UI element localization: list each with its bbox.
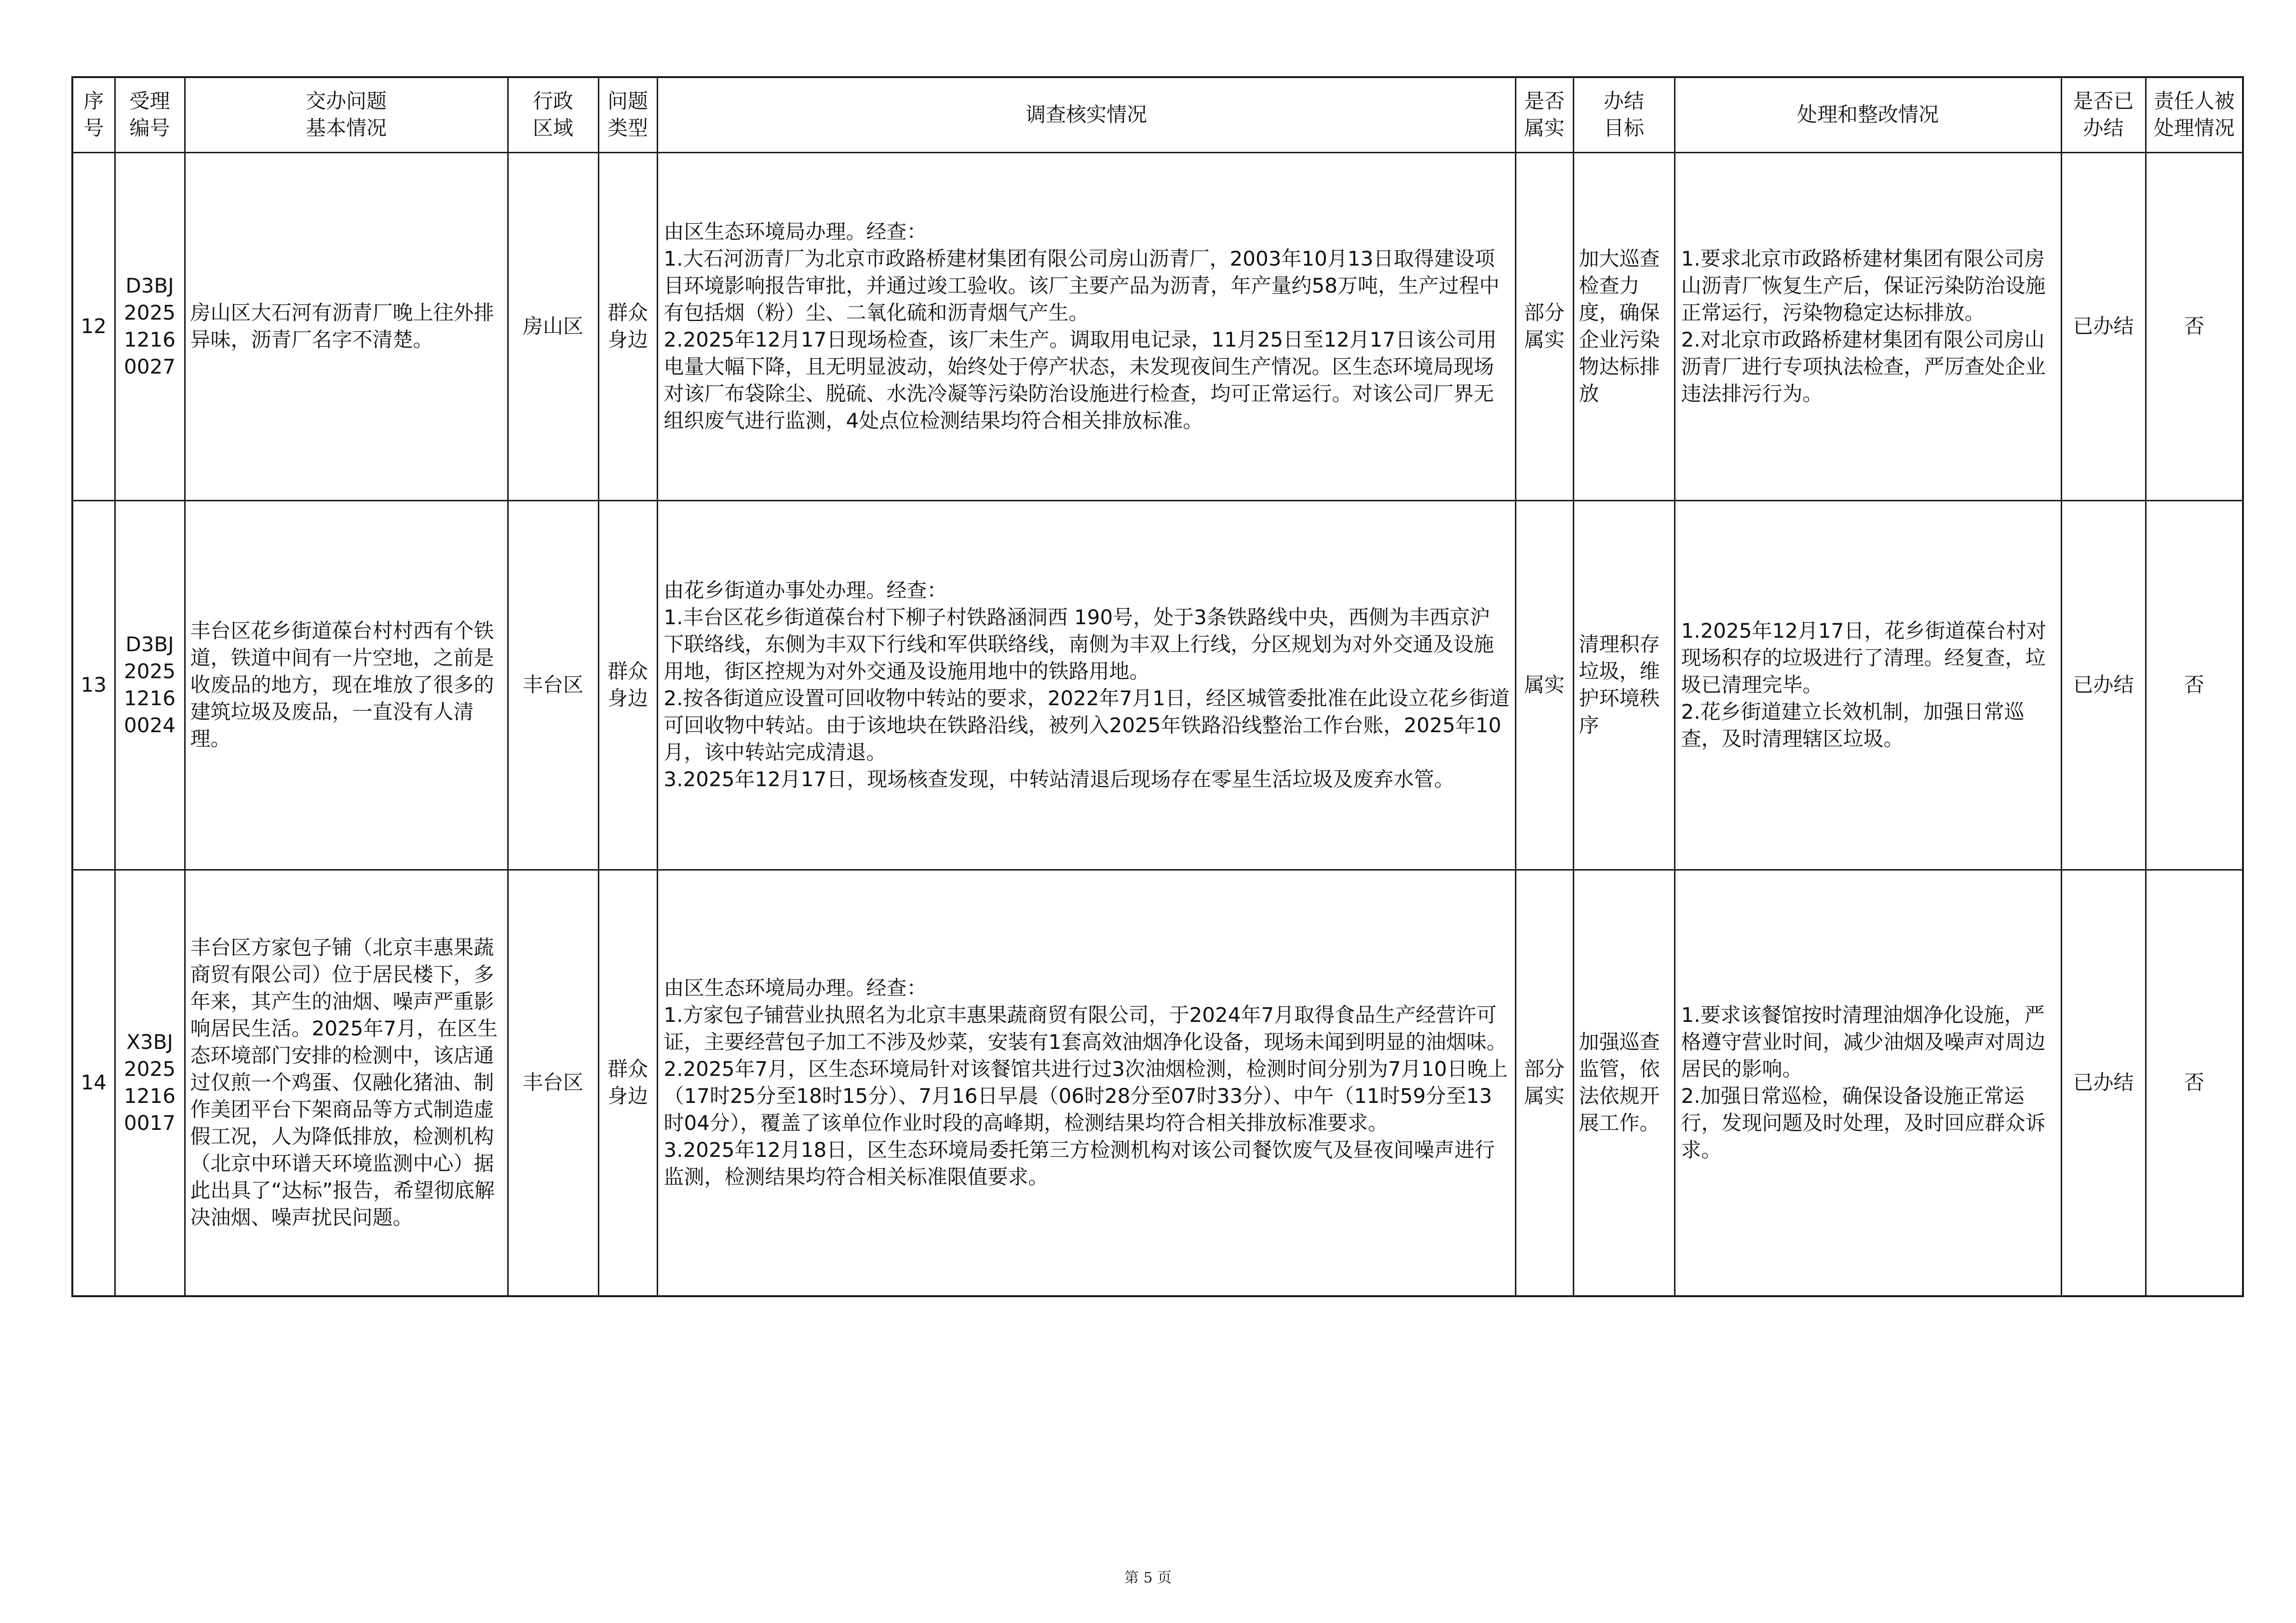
cell-investigation [657, 152, 1515, 500]
cell-verified: 部分属实 [1515, 152, 1573, 500]
cell-issue: 房山区大石河有沥青厂晚上往外排异味，沥青厂名字不清楚。 [185, 152, 508, 500]
case-table [71, 76, 2244, 1297]
cell-type: 群众身边 [598, 152, 657, 500]
cell-accountability: 否 [2146, 500, 2243, 870]
cell-verified: 部分属实 [1515, 870, 1573, 1296]
header-accountability: 责任人被 处理情况 [2146, 77, 2243, 152]
header-type: 问题 类型 [598, 77, 657, 152]
handling-paragraph: 1.2025年12月17日，花乡街道葆台村对现场积存的垃圾进行了清理。经复查，垃圾已清理完毕。 [1681, 619, 2047, 697]
handling-paragraph: 1.要求北京市政路桥建材集团有限公司房山沥青厂恢复生产后，保证污染防治设施正常运行，污染物稳定达标排放。 [1681, 247, 2046, 324]
cell-goal: 清理积存垃圾，维护环境秩序 [1573, 500, 1675, 870]
cell-district: 丰台区 [508, 500, 598, 870]
cell-issue: 丰台区花乡街道葆台村村西有个铁道，铁道中间有一片空地，之前是收废品的地方，现在堆放了很多的建筑垃圾及废品，一直没有人清理。 [185, 500, 508, 870]
investigation-paragraph: 2.2025年12月17日现场检查，该厂未生产。调取用电记录，11月25日至12月17日该公司用电量大幅下降，且无明显波动，始终处于停产状态，未发现夜间生产情况。区生态环境局现场对该厂布袋除尘、脱硫、水洗冷凝等污染防治设施进行检查，均可正常运行。对该公司厂界无组织废气进行监测，4处点位检测结果均符合相关排放标准。 [663, 328, 1497, 432]
cell-verified: 属实 [1515, 500, 1573, 870]
investigation-paragraph: 1.方家包子铺营业执照名为北京丰惠果蔬商贸有限公司，于2024年7月取得食品生产经营许可证，主要经营包子加工不涉及炒菜，安装有1套高效油烟净化设备，现场未闻到明显的油烟味。 [663, 1003, 1507, 1054]
header-closed: 是否已 办结 [2061, 77, 2146, 152]
cell-handling [1675, 870, 2061, 1296]
cell-goal: 加强巡查监管，依法依规开展工作。 [1573, 870, 1675, 1296]
cell-closed: 已办结 [2061, 152, 2146, 500]
investigation-paragraph: 由花乡街道办事处办理。经查： [663, 578, 947, 602]
cell-handling [1675, 152, 2061, 500]
header-case-id: 受理 编号 [115, 77, 185, 152]
header-investigation: 调查核实情况 [657, 77, 1515, 152]
cell-closed: 已办结 [2061, 870, 2146, 1296]
investigation-paragraph: 由区生态环境局办理。经查： [663, 220, 927, 243]
header-goal: 办结 目标 [1573, 77, 1675, 152]
cell-type: 群众身边 [598, 870, 657, 1296]
header-handling: 处理和整改情况 [1675, 77, 2061, 152]
header-seq: 序 号 [72, 77, 115, 152]
cell-case-id: X3BJ202512160017 [115, 870, 185, 1296]
cell-accountability: 否 [2146, 152, 2243, 500]
handling-paragraph: 2.加强日常巡检，确保设备设施正常运行，发现问题及时处理，及时回应群众诉求。 [1681, 1084, 2046, 1162]
page-number: 第 5 页 [1124, 1569, 1172, 1586]
cell-investigation [657, 500, 1515, 870]
investigation-paragraph: 1.大石河沥青厂为北京市政路桥建材集团有限公司房山沥青厂，2003年10月13日取得建设项目环境影响报告审批，并通过竣工验收。该厂主要产品为沥青，年产量约58万吨，生产过程中有包括烟（粉）尘、二氧化硫和沥青烟气产生。 [663, 247, 1499, 324]
handling-paragraph: 2.花乡街道建立长效机制，加强日常巡查，及时清理辖区垃圾。 [1681, 700, 2025, 751]
cell-goal: 加大巡查检查力度，确保企业污染物达标排放 [1573, 152, 1675, 500]
table-row [72, 500, 2243, 870]
investigation-paragraph: 1.丰台区花乡街道葆台村下柳子村铁路涵洞西 190号，处于3条铁路线中央，西侧为丰西京沪下联络线，东侧为丰双下行线和军供联络线，南侧为丰双上行线，分区规划为对外交通及设施用地，街区控规为对外交通及设施用地中的铁路用地。 [663, 605, 1494, 683]
table-row [72, 152, 2243, 500]
cell-investigation [657, 870, 1515, 1296]
cell-handling [1675, 500, 2061, 870]
handling-paragraph: 1.要求该餐馆按时清理油烟净化设施，严格遵守营业时间，减少油烟及噪声对周边居民的影响。 [1681, 1003, 2046, 1081]
investigation-paragraph: 3.2025年12月18日，区生态环境局委托第三方检测机构对该公司餐饮废气及昼夜间噪声进行监测，检测结果均符合相关标准限值要求。 [663, 1138, 1495, 1189]
header-district: 行政 区域 [508, 77, 598, 152]
header-verified: 是否 属实 [1515, 77, 1573, 152]
cell-seq: 12 [72, 152, 115, 500]
cell-case-id: D3BJ202512160024 [115, 500, 185, 870]
cell-district: 丰台区 [508, 870, 598, 1296]
header-issue: 交办问题 基本情况 [185, 77, 508, 152]
cell-accountability: 否 [2146, 870, 2243, 1296]
cell-issue: 丰台区方家包子铺（北京丰惠果蔬商贸有限公司）位于居民楼下，多年来，其产生的油烟、噪声严重影响居民生活。2025年7月，在区生态环境部门安排的检测中，该店通过仅煎一个鸡蛋、仅融化猪油、制作美团平台下架商品等方式制造虚假工况，人为降低排放，检测机构（北京中环谱天环境监测中心）据此出具了“达标”报告，希望彻底解决油烟、噪声扰民问题。 [185, 870, 508, 1296]
investigation-paragraph: 2.按各街道应设置可回收物中转站的要求，2022年7月1日，经区城管委批准在此设立花乡街道可回收物中转站。由于该地块在铁路沿线，被列入2025年铁路沿线整治工作台账，2025年10月，该中转站完成清退。 [663, 686, 1510, 764]
handling-paragraph: 2.对北京市政路桥建材集团有限公司房山沥青厂进行专项执法检查，严厉查处企业违法排污行为。 [1681, 328, 2046, 405]
header-row [72, 77, 2243, 152]
investigation-paragraph: 3.2025年12月17日，现场核查发现，中转站清退后现场存在零星生活垃圾及废弃水管。 [663, 767, 1455, 791]
cell-seq: 14 [72, 870, 115, 1296]
cell-case-id: D3BJ202512160027 [115, 152, 185, 500]
table-row [72, 870, 2243, 1296]
investigation-paragraph: 由区生态环境局办理。经查： [663, 976, 927, 1000]
cell-seq: 13 [72, 500, 115, 870]
investigation-paragraph: 2.2025年7月，区生态环境局针对该餐馆共进行过3次油烟检测，检测时间分别为7月10日晚上（17时25分至18时15分）、7月16日早晨（06时28分至07时33分）、中午（11时59分至13时04分），覆盖了该单位作业时段的高峰期，检测结果均符合相关排放标准要求。 [663, 1057, 1508, 1135]
cell-type: 群众身边 [598, 500, 657, 870]
cell-district: 房山区 [508, 152, 598, 500]
cell-closed: 已办结 [2061, 500, 2146, 870]
